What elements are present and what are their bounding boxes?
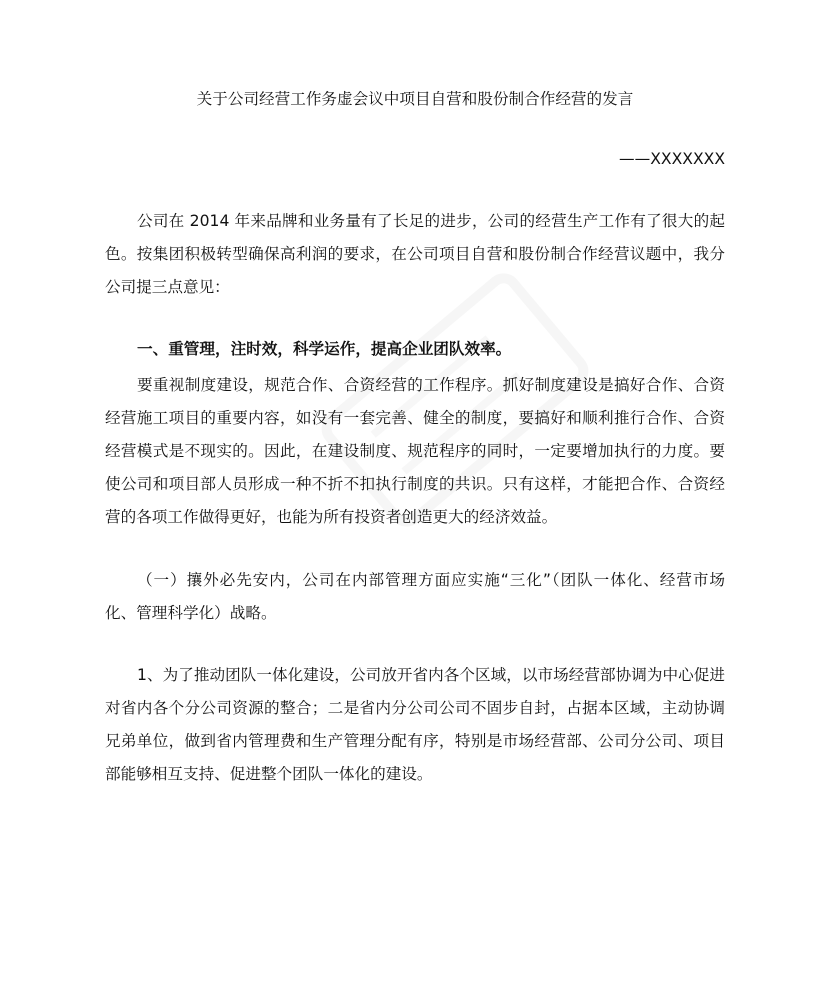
paragraph-line: （一）攘外必先安内，公司在内部管理方面应实施“三化”（团队一体化、经营市场 [137, 571, 725, 589]
paragraph-line: 经营模式是不现实的。因此，在建设制度、规范程序的同时，一定要增加执行的力度。要 [105, 442, 725, 460]
paragraph-line: 部能够相互支持、促进整个团队一体化的建设。 [105, 765, 433, 783]
list-item-paragraph [105, 659, 725, 791]
intro-paragraph [105, 205, 725, 304]
paragraph-line: 营的各项工作做得更好，也能为所有投资者创造更大的经济效益。 [105, 508, 558, 526]
subsection-paragraph [105, 564, 725, 630]
document-title: 关于公司经营工作务虚会议中项目自营和股份制合作经营的发言 [196, 90, 634, 108]
paragraph-line: 经营施工项目的重要内容，如没有一套完善、健全的制度，要搞好和顺利推行合作、合资 [105, 409, 725, 427]
paragraph-line: 色。按集团积极转型确保高利润的要求，在公司项目自营和股份制合作经营议题中，我分 [105, 245, 725, 263]
paragraph-line: 使公司和项目部人员形成一种不折不扣执行制度的共识。只有这样，才能把合作、合资经 [105, 475, 725, 493]
author-signature: ——XXXXXXX [619, 150, 725, 168]
paragraph-line: 公司在 2014 年来品牌和业务量有了长足的进步，公司的经营生产工作有了很大的起 [137, 212, 725, 230]
section-heading-block [105, 333, 725, 366]
section-heading: 一、重管理，注时效，科学运作，提高企业团队效率。 [137, 340, 512, 358]
paragraph-line: 公司提三点意见： [105, 278, 230, 296]
paragraph-line: 对省内各个分公司资源的整合；二是省内分公司公司不固步自封，占据本区域，主动协调 [105, 699, 725, 717]
paragraph-line: 兄弟单位，做到省内管理费和生产管理分配有序，特别是市场经营部、公司分公司、项目 [105, 732, 725, 750]
paragraph-line: 要重视制度建设，规范合作、合资经营的工作程序。抓好制度建设是搞好合作、合资 [137, 376, 725, 394]
paragraph-line: 1、为了推动团队一体化建设，公司放开省内各个区域，以市场经营部协调为中心促进 [137, 666, 725, 684]
paragraph-line: 化、管理科学化）战略。 [105, 604, 277, 622]
section-body-paragraph [105, 369, 725, 534]
